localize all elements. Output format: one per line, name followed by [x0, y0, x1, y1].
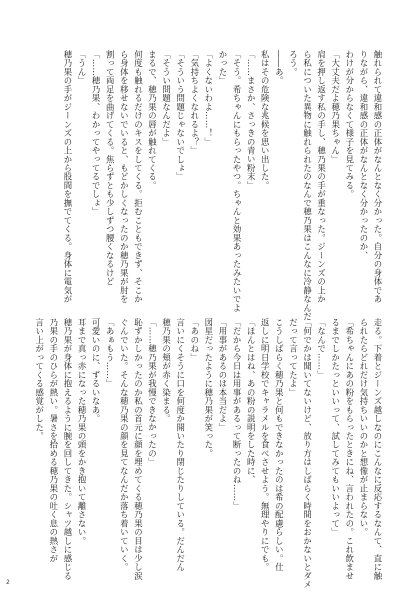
text-line: 乃果の手のひらが熱い。暑さを拾める穂乃果の吐く息の熱さが: [48, 318, 59, 563]
text-line: ろう。: [288, 50, 299, 77]
text-line: 「よくないわよ……！」: [203, 50, 214, 147]
text-line: 恥ずかしかったのか私の首元に顔を埋めてくる穂乃果の目は少し涙: [133, 318, 144, 581]
text-line: 「うん」: [77, 50, 88, 85]
text-line: 「ほんとはね、あの粉の説明をした時に、: [246, 318, 257, 485]
text-line: 走る。下着とジーンズ越しなのにこんなに反応するなんて、直に触: [373, 318, 383, 581]
text-line: 「用事があるのは本当だよ」: [217, 318, 228, 432]
text-line: 何度も触れるだけのキスをしてくる。拒むこともできず、そこか: [133, 50, 144, 304]
text-line: ら身体を移せないでいると、もどかしくなったのか穂乃果が肘を: [119, 50, 130, 304]
text-line: 「そう。希ちゃんにもらったやつ。ちゃんと効果あったみたいでよ: [232, 50, 243, 313]
text-line: まるで、穂乃果の唇が触れてくる。: [147, 50, 158, 190]
text-line: 耳まで真っ赤になった穂乃果の頭をかき抱いて離さない。: [77, 318, 88, 546]
text-line: 「だから今日は用事があるって断ったのね……」: [232, 318, 243, 511]
text-line: 「あぁもう……」: [105, 318, 116, 388]
text-line: 触れられて違和感の正体がなんとなく分かった。自分の身体であ: [373, 50, 383, 304]
text-line: 「大丈夫だよ穂乃果ちゃん」: [330, 50, 341, 164]
text-line: 穂乃果の手がジーンズの上から股間を撫でてくる。身体に電気が: [62, 50, 73, 304]
text-line: 言い上がってくる感覚がした。: [34, 318, 45, 441]
text-line: ら私についた異物に触れられたのなんで穂乃果はこんなに冷静なんだ: [302, 50, 313, 321]
page-number: 2: [6, 579, 10, 586]
text-line: 「なんで……」: [316, 318, 327, 380]
text-line: 「希ちゃんにあの粉をもらったときにね、言われたの。これ飲ませ: [344, 318, 355, 581]
text-line: かった」: [217, 50, 228, 85]
text-line: 図星だったように穂乃果が笑った。: [203, 318, 214, 458]
text-line: 穂乃果が身体に抱えるように腕を回してきた。シャツ越しに感じる: [62, 318, 73, 581]
text-line: 割って両足を曲げてくる。焦らずとも少しずつ腰くなるけど: [105, 50, 116, 286]
lower-text-block: [15, 318, 385, 588]
text-line: ぐんでいた。そんな穂乃果の顔を見てなんだか落ち着いていく。: [119, 318, 130, 572]
text-line: 「……まさか、さっきの青い粉末」: [246, 50, 257, 190]
text-line: 「気持ちよくなれるよ？」: [189, 50, 200, 155]
text-line: ――あ。: [274, 50, 285, 85]
text-line: 可愛いのに、ずるいなあ。: [91, 318, 102, 423]
text-line: こうしばらく穂乃果と何もできなかったのは希の配慮らしい。仕: [274, 318, 285, 572]
text-line: 「そういう問題じゃないでしょ」: [175, 50, 186, 182]
text-line: 「……穂乃果が我慢できなかったの」: [147, 318, 158, 467]
upper-text-block: [15, 50, 385, 321]
text-line: だって言ってたよ」: [288, 318, 299, 397]
text-line: 「……穂乃果、わかってやってるでしょ」: [91, 50, 102, 217]
text-line: 私はその危険な兆候を思い出した。: [260, 50, 271, 190]
text-line: 返しに明日学校でキャラメルを食べさせよう。無理やりにでも。: [260, 318, 271, 572]
text-line: 「あのね」: [189, 318, 200, 362]
text-line: るまでしかたっといいって、試してみてもいいよって」: [330, 318, 341, 537]
text-line: わけが分からなくて様子を見てみる。: [344, 50, 355, 199]
text-line: りながら、違和感の正体がなんとなく分かったのか、: [358, 50, 369, 260]
text-line: 肩を押し返す私の手し、穂乃果の手が重なった。ジーンズの上か: [316, 50, 327, 304]
text-line: られたらどれだけ気持ちいいのかと想像が止まらない。: [358, 318, 369, 537]
text-line: 「そうい問題なんだよ」: [161, 50, 172, 147]
text-line: 言いにくそうに口を何度か開いたり閉じたりしている。だんだん: [175, 318, 186, 572]
text-line: 「何でかは聞いてないけど、放り方はしばらく時間をおかないとダメ: [302, 318, 313, 589]
text-line: 穂乃果の頬が赤く染まる。: [161, 318, 172, 423]
